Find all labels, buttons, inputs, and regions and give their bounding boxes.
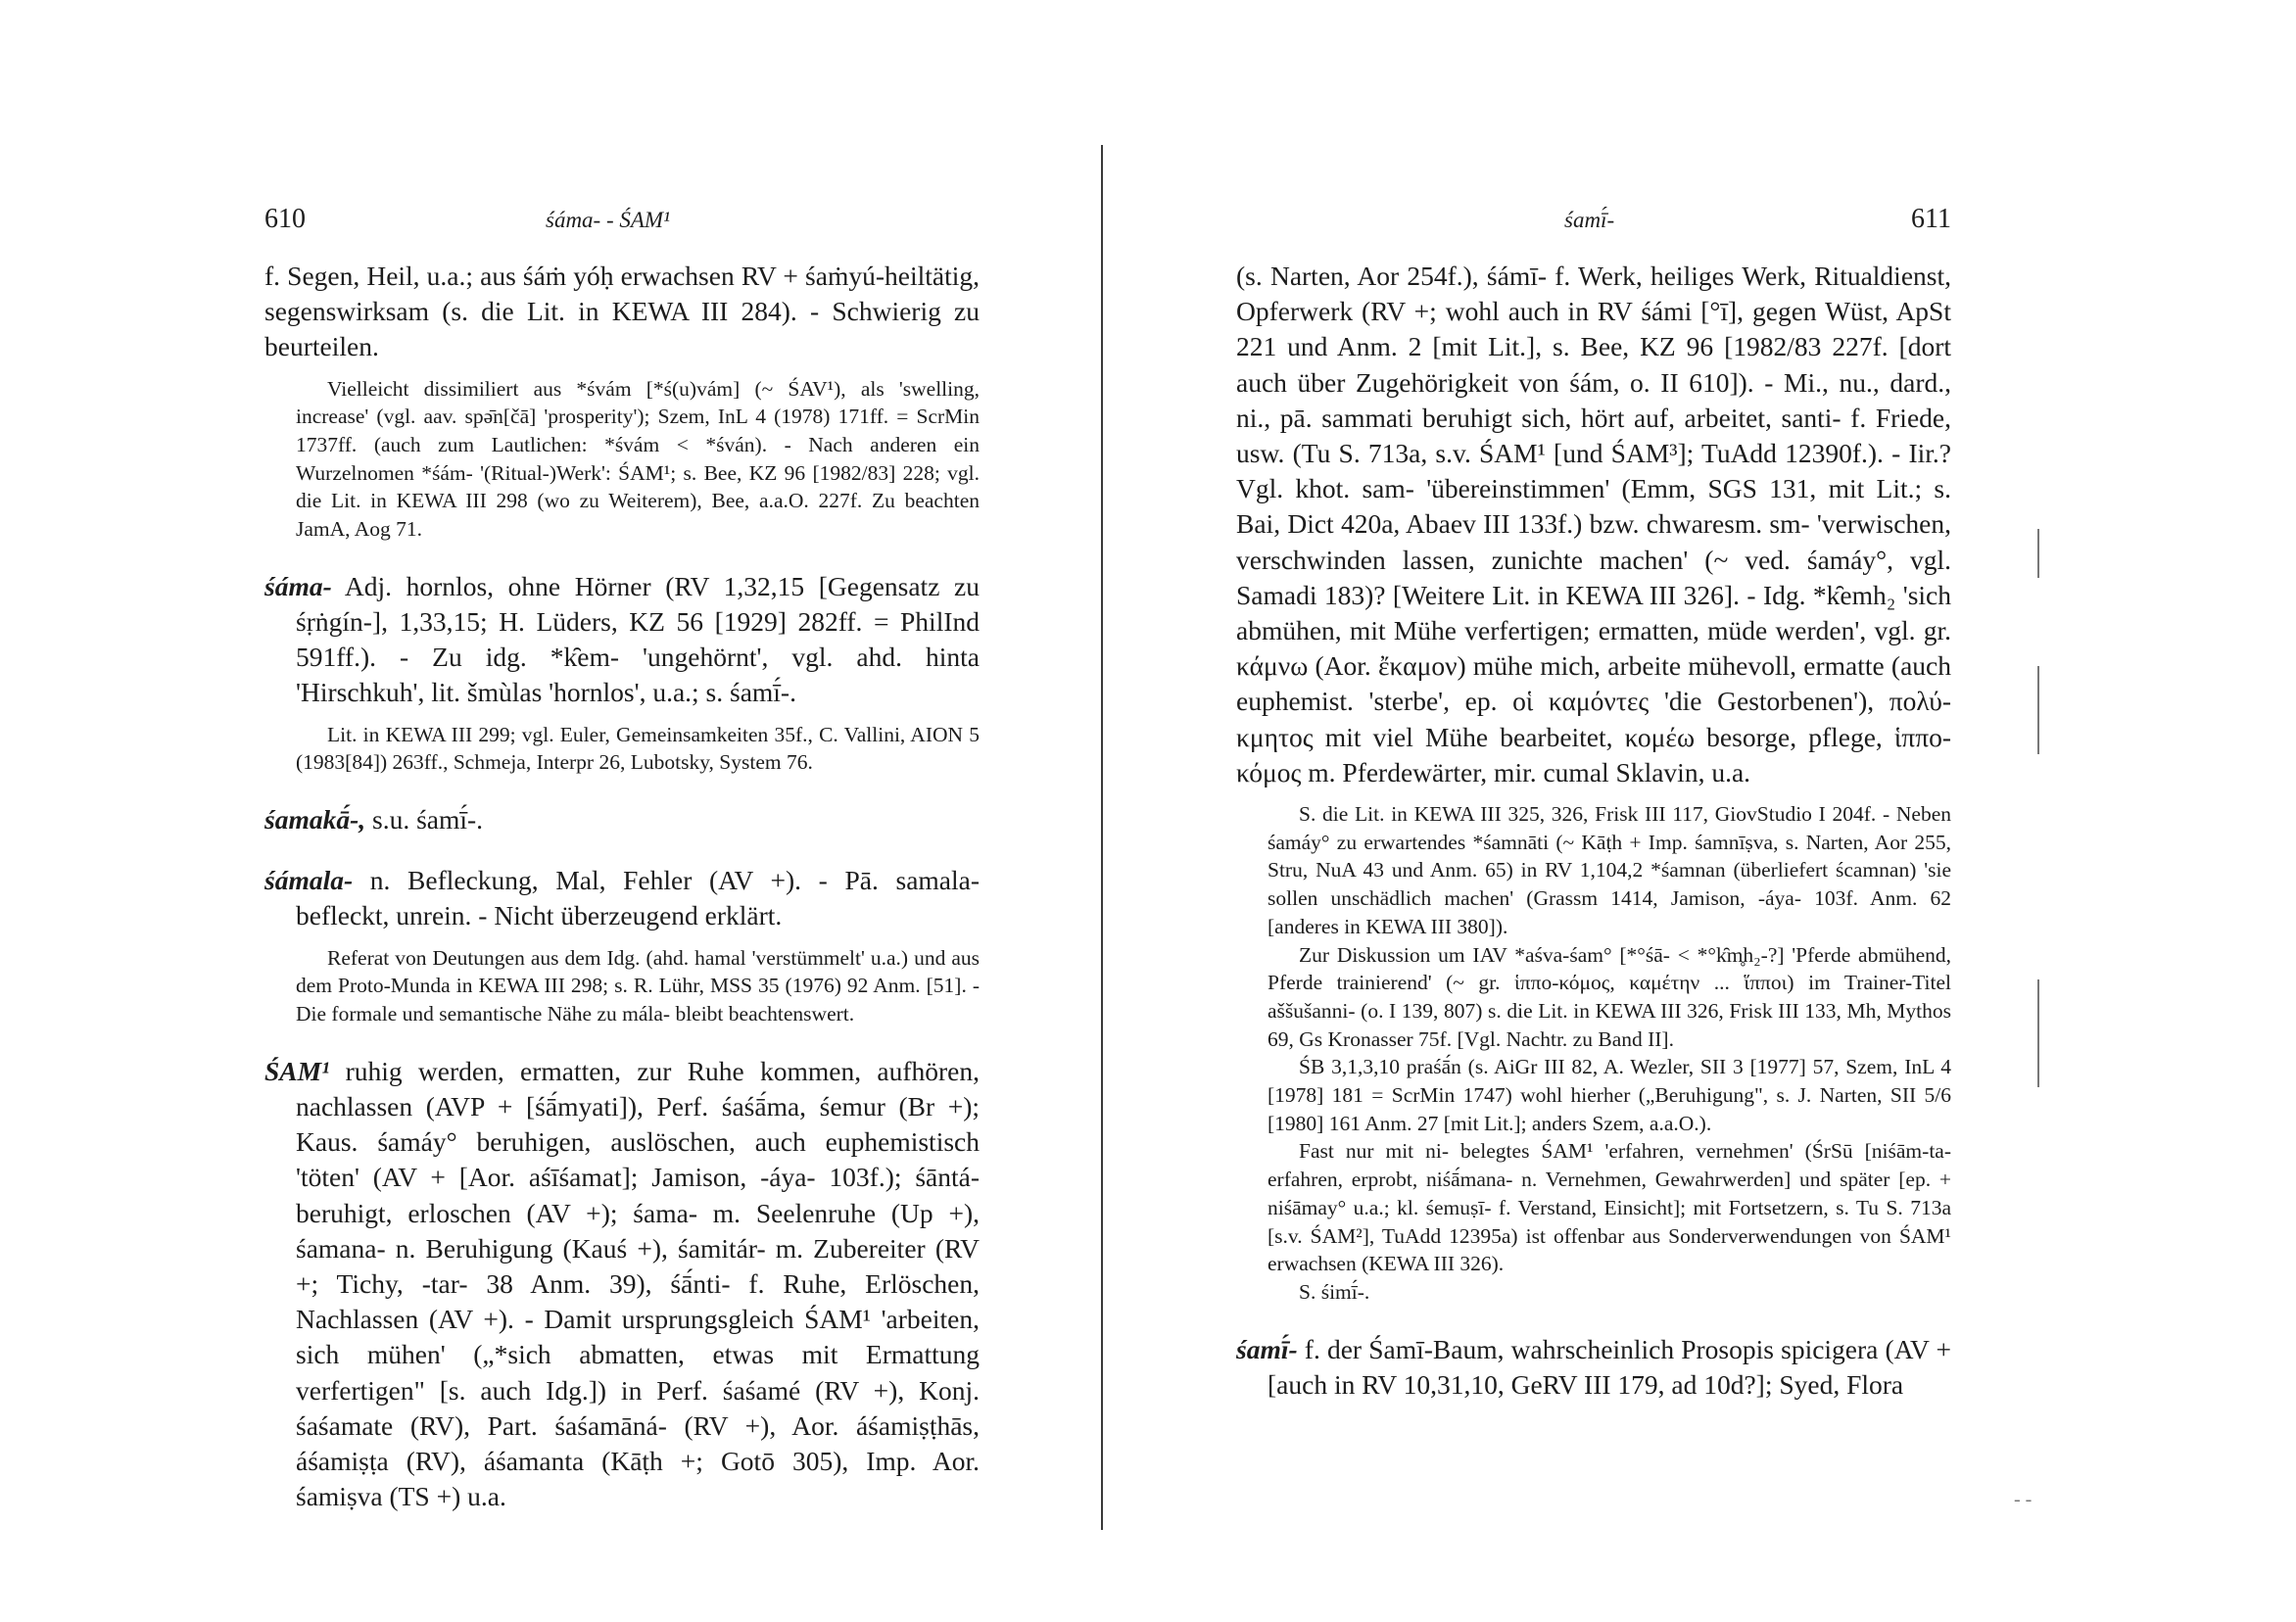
entry-sami-text: f. der Śamī-Baum, wahrscheinlich Prosopis spicigera (AV + [auch in RV 10,31,10, GeRV III 179, ad 10d?]; Syed, Flora — [1268, 1333, 1952, 1400]
entry-SAM-note-1: S. die Lit. in KEWA III 325, 326, Frisk III 117, GiovStudio I 204f. - Neben śamáy° zu erwartendes *śamnāti (~ Kāṭh + Imp. śamnīṣva, s. Narten, Aor 255, Stru, NuA 43 und Anm. 65) in RV 1,104,2 *śamnan (überliefert ścamnan) 'sie sollen unschädlich machen' (Grassm 1414, Jamison, -áya- 103f. Anm. 62 [anderes in KEWA III 380]). — [1268, 802, 1951, 938]
lemma-sama: śáma- — [264, 570, 332, 601]
entry-sama-text: Adj. hornlos, ohne Hörner (RV 1,32,15 [Gegensatz zu śṛṅgín-], 1,33,15; H. Lüders, KZ 56 [1929] 282ff. = PhilInd 591ff.). - Zu idg. *k̑em- 'ungehörnt', vgl. ahd. hinta 'Hirschkuh', lit. šmùlas 'hornlos', u.a.; s. śamī́-. — [296, 570, 980, 708]
entry-SAM-continuation: (s. Narten, Aor 254f.), śámī- f. Werk, heiliges Werk, Ritualdienst, Opferwerk (RV +; wohl auch in RV śámi [°ī], gegen Wüst, ApSt 221 und Anm. 2 [mit Lit.], s. Bee, KZ 96 [1982/83 227f. [dort auch über Zugehörigkeit von śám, o. II 610]). - Mi., nu., dard., ni., pā. sammati beruhigt sich, hört auf, arbeitet, santi- f. Friede, usw. (Tu S. 713a, s.v. ŚAM¹ [und ŚAM³]; TuAdd 12390f.). - Iir.? Vgl. khot. sam- 'übereinstimmen' (Emm, SGS 131, mit Lit.; s. Bai, Dict 420a, Abaev III 133f.) bzw. chwaresm. sm- 'verwischen, verschwinden lassen, zunichte machen' (~ ved. śamáy°, vgl. Samadi 183)? [Weitere Lit. in KEWA III 326]. - Idg. *k̑emh₂ 'sich abmühen, mit Mühe verfertigen; ermatten, müde werden', vgl. gr. κάμνω (Aor. ἔκαμον) mühe mich, arbeite mühevoll, ermatte (auch euphemist. 'sterbe', ep. οἱ καμόντες 'die Gestorbenen'), πολύ-κμητος mit viel Mühe bearbeitet, κομέω besorge, pflege, ἱππο-κόμος m. Pferdewärter, mir. cumal Sklavin, u.a. — [1236, 261, 1951, 787]
left-running-head — [264, 204, 980, 243]
page-gutter — [1101, 145, 1103, 1530]
scan-mark — [2037, 529, 2039, 578]
left-head-title: śáma- - ŚAM¹ — [546, 208, 670, 232]
left-text-column — [264, 259, 980, 1514]
entry-samala-note: Referat von Deutungen aus dem Idg. (ahd. hamal 'verstümmelt' u.a.) und aus dem Proto-Munda in KEWA III 298; s. R. Lühr, MSS 35 (1976) 92 Anm. [51]. - Die formale und semantische Nähe zu mála- bleibt beachtenswert. — [296, 945, 980, 1026]
entry-SAM — [264, 1054, 980, 1515]
lemma-samala: śámala- — [264, 865, 354, 896]
right-running-head — [1236, 204, 1951, 243]
right-head-title: śamī́- — [1564, 208, 1615, 232]
left-page-number: 610 — [264, 204, 306, 234]
entry-SAM-note-4: Fast nur mit ni- belegtes ŚAM¹ 'erfahren, vernehmen' (ŚrSū [niśām-ta- erfahren, erprobt, niśā́mana- n. Vernehmen, Gewahrwerden] und später [ep. + niśāmay° u.a.; kl. śemuṣī- f. Verstand, Einsicht]; mit Fortsetzern, s. Tu S. 713a [s.v. ŚAM²], TuAdd 12395a) ist offenbar aus Sonderverwendungen von ŚAM¹ erwachsen (KEWA III 326). — [1268, 1139, 1951, 1276]
lemma-sami: śamī́- — [1236, 1333, 1298, 1364]
entry-note: Vielleicht dissimiliert aus *śvám [*ś(u)vám] (~ ŚAV¹), als 'swelling, increase' (vgl. aav. spə̄n[čā] 'prosperity'); Szem, InL 4 (1978) 171ff. = ScrMin 1737ff. (auch zum Lautlichen: *śvám < *śván). - Nach anderen ein Wurzelnomen *śám- '(Ritual-)Werk': ŚAM¹; s. Bee, KZ 96 [1982/83] 228; vgl. die Lit. in KEWA III 298 (wo zu Weiterem), Bee, a.a.O. 227f. Zu beachten JamA, Aog 71. — [296, 376, 980, 542]
margin-mark: - - — [2014, 1489, 2033, 1510]
entry-SAM-note-2: Zur Diskussion um IAV *aśva-śam° [*°śā- < *°k̑m̥h₂-?] 'Pferde abmühend, Pferde trainierend' (~ gr. ἱππο-κόμος, καμέτην ... ἵπποι) im Trainer-Titel aššušanni- (o. I 139, 807) s. die Lit. in KEWA III 326, Frisk III 133, Mh, Mythos 69, Gs Kronasser 75f. [Vgl. Nachtr. zu Band II]. — [1268, 942, 1951, 1051]
entry-continuation: f. Segen, Heil, u.a.; aus śáṁ yóḥ erwachsen RV + śaṁyú-heiltätig, segenswirksam (s. die Lit. in KEWA III 284). - Schwierig zu beurteilen. — [264, 261, 980, 362]
entry-SAM-note-3: ŚB 3,1,3,10 praśā́n (s. AiGr III 82, A. Wezler, SII 3 [1977] 57, Szem, InL 4 [1978] 181 = ScrMin 1747) wohl hierher („Beruhigung", s. J. Narten, SII 5/6 [1980] 161 Anm. 27 [mit Lit.]; anders Szem, a.a.O.). — [1268, 1055, 1951, 1135]
entry-SAM-note-5: S. śimī́-. — [1299, 1280, 1370, 1304]
lemma-SAM: ŚAM¹ — [264, 1055, 330, 1086]
entry-samala — [264, 863, 980, 933]
scan-mark — [2037, 979, 2039, 1087]
entry-SAM-text: ruhig werden, ermatten, zur Ruhe kommen, aufhören, nachlassen (AVP + [śā́myati]), Perf. śaśā́ma, śemur (Br +); Kaus. śamáy° beruhigen, auslöschen, auch euphemistisch 'töten' (AV + [Aor. aśīśamat]; Jamison, -áya- 103f.); śāntá- beruhigt, erloschen (AV +); śama- m. Seelenruhe (Up +), śamana- n. Beruhigung (Kauś +), śamitár- m. Zubereiter (RV +; Tichy, -tar- 38 Anm. 39), śā́nti- f. Ruhe, Erlöschen, Nachlassen (AV +). - Damit ursprungsgleich ŚAM¹ 'arbeiten, sich mühen' („*sich abmatten, etwas mit Ermattung verfertigen" [s. auch Idg.]) in Perf. śaśamé (RV +), Konj. śaśamate (RV), Part. śaśamāná- (RV +), Aor. áśamiṣṭhās, áśamiṣṭa (RV), áśamanta (Kāṭh +; Gotō 305), Imp. Aor. śamiṣva (TS +) u.a. — [296, 1055, 980, 1512]
entry-samaka — [264, 802, 980, 837]
entry-samala-text: n. Befleckung, Mal, Fehler (AV +). - Pā. samala- befleckt, unrein. - Nicht überzeugend erklärt. — [296, 865, 980, 931]
right-page-number: 611 — [1911, 204, 1951, 234]
lemma-samaka: śamakā́-, — [264, 804, 366, 835]
entry-sama — [264, 569, 980, 711]
entry-sama-note: Lit. in KEWA III 299; vgl. Euler, Gemeinsamkeiten 35f., C. Vallini, AION 5 (1983[84]) 263ff., Schmeja, Interpr 26, Lubotsky, System 76. — [296, 722, 980, 775]
entry-samaka-text: s.u. śamī́-. — [372, 804, 484, 835]
scan-mark — [2037, 666, 2039, 754]
entry-sami — [1236, 1332, 1951, 1403]
right-text-column — [1236, 259, 1951, 1403]
